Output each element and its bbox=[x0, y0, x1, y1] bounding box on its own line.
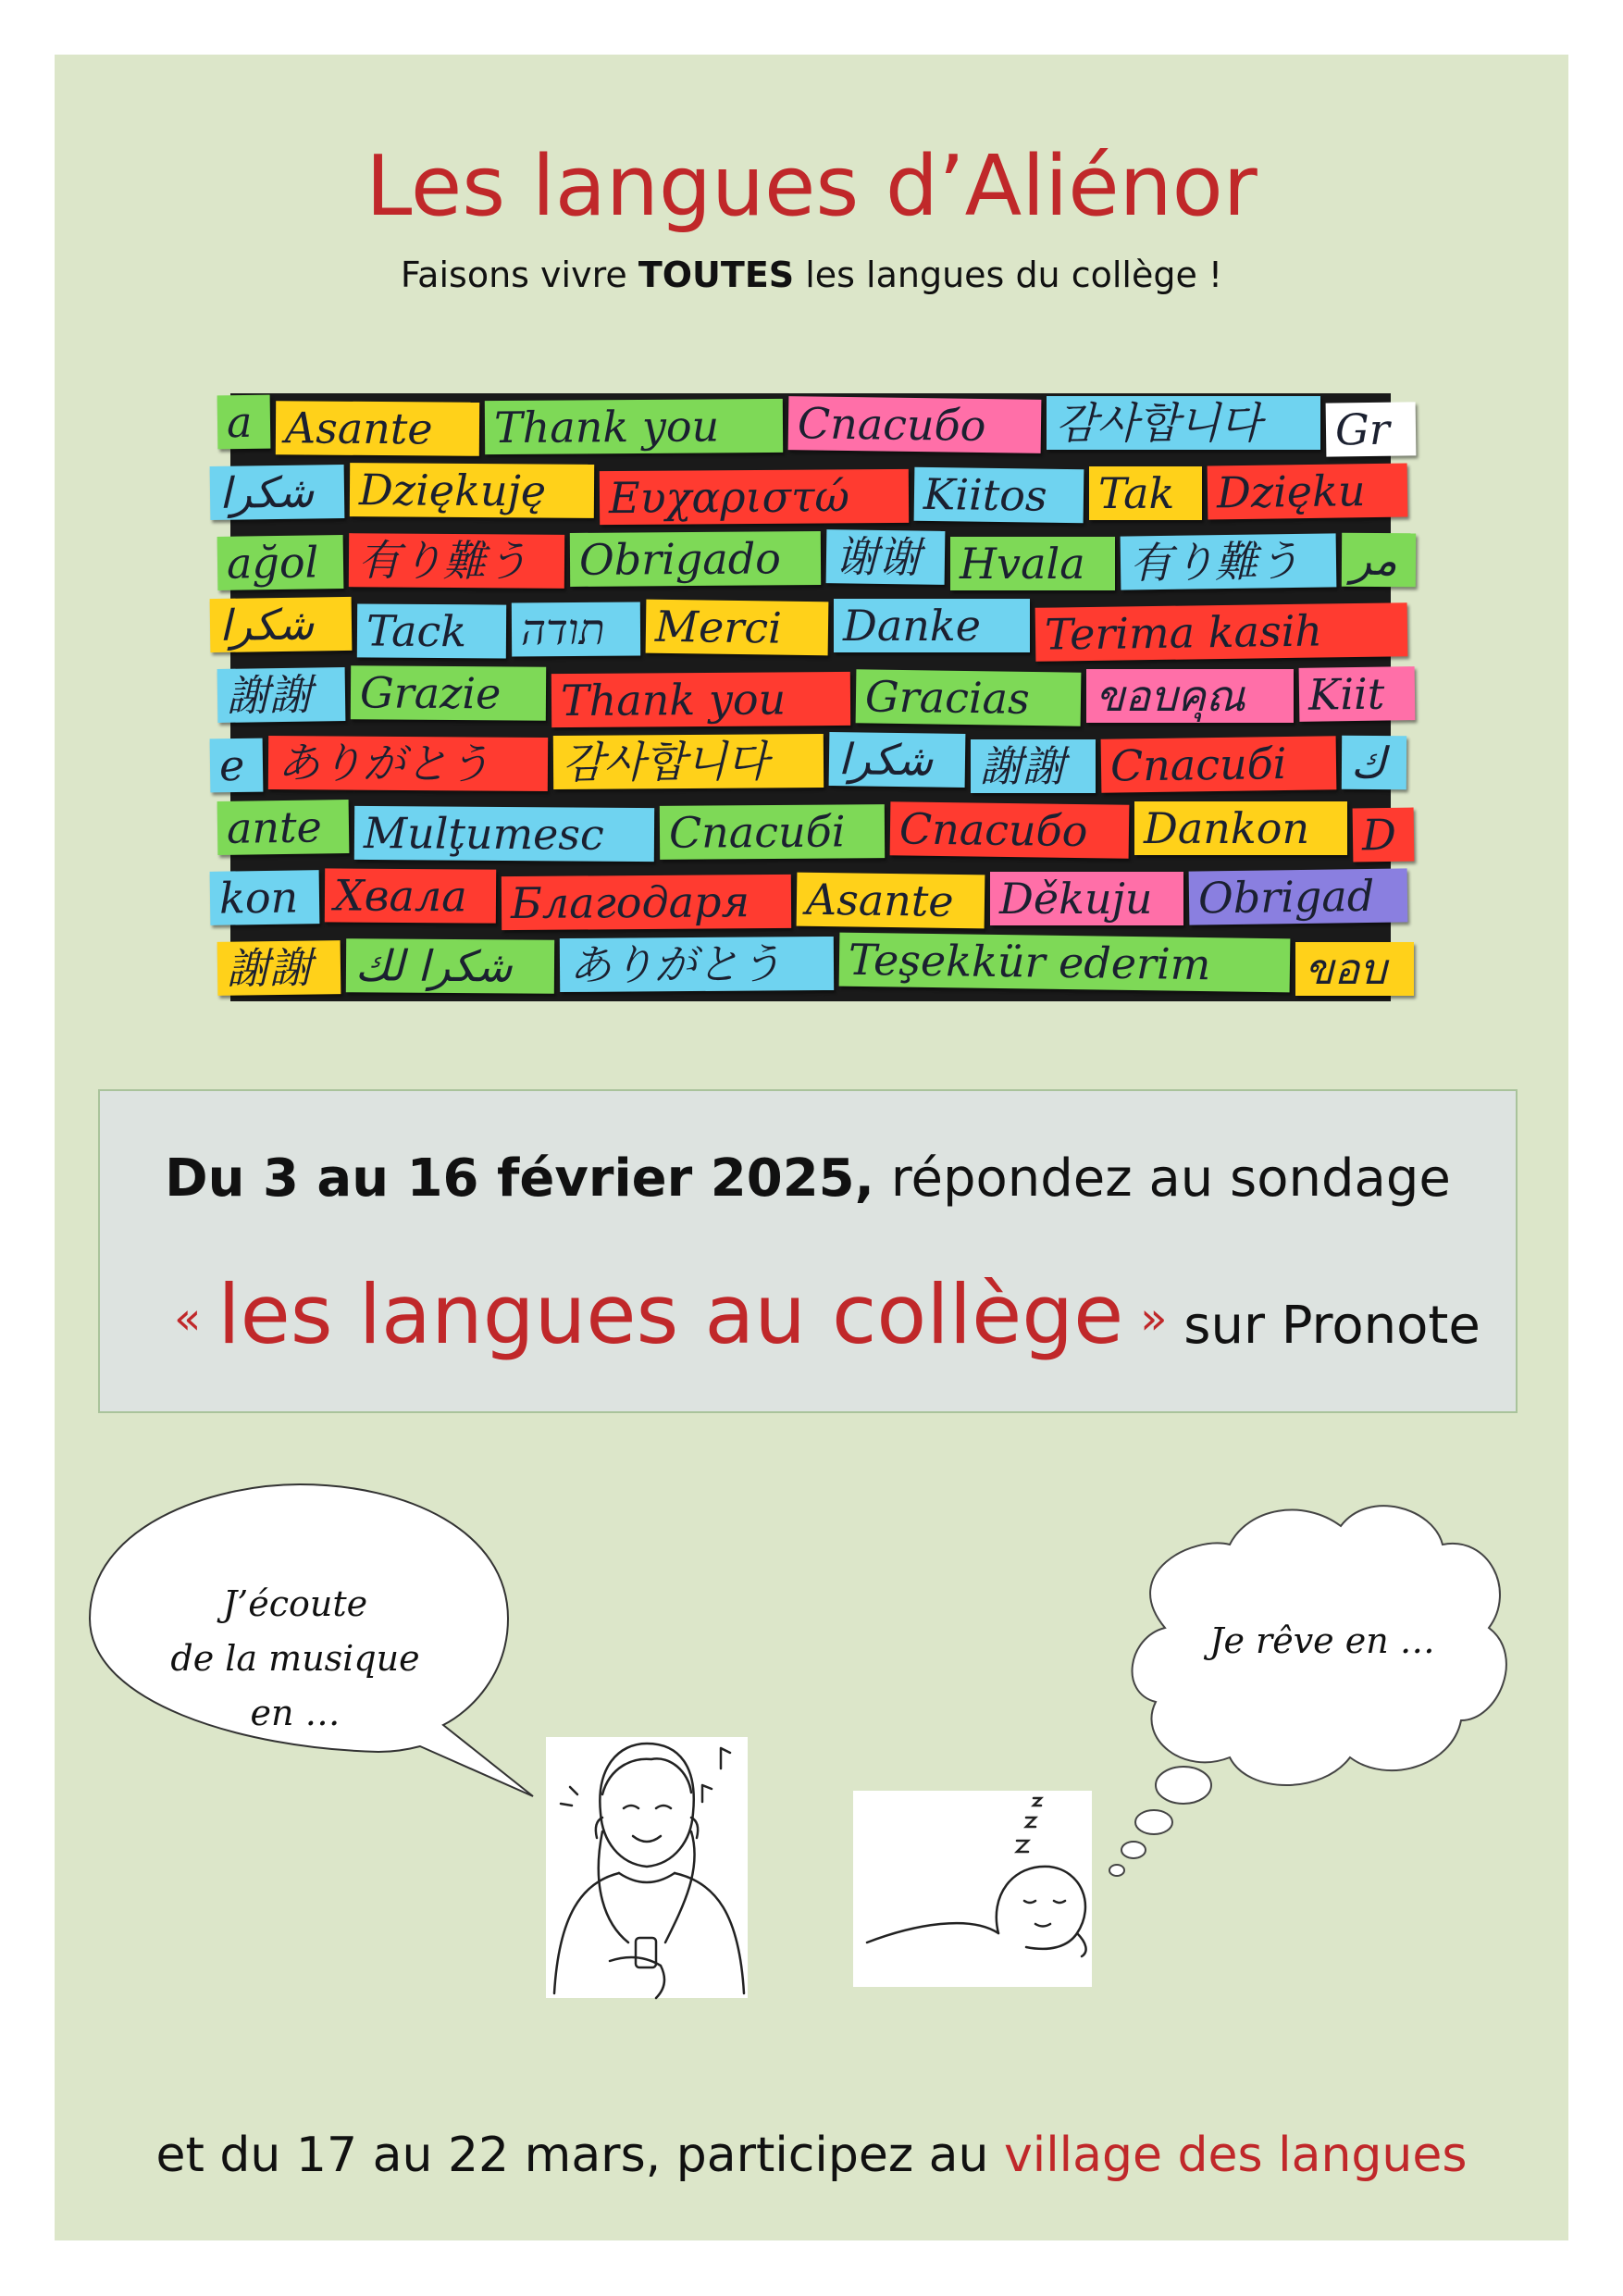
subtitle-after: les langues du collège ! bbox=[794, 254, 1223, 295]
collage-word-tag: Cnacuбi bbox=[660, 804, 885, 860]
page-title: Les langues d’Aliénor bbox=[365, 138, 1258, 235]
collage-word-tag: Obrigad bbox=[1189, 868, 1408, 925]
collage-word-tag: Dziękuję bbox=[350, 463, 594, 518]
survey-name: les langues au collège bbox=[217, 1267, 1124, 1362]
collage-word-tag: شكرا bbox=[210, 597, 353, 652]
speech-line-3: en … bbox=[250, 1692, 341, 1733]
survey-text: répondez au sondage bbox=[873, 1148, 1451, 1209]
collage-word-tag: kon bbox=[210, 870, 320, 925]
collage-word-tag: Teşekkür ederim bbox=[839, 933, 1291, 993]
collage-word-tag: 감사합니다 bbox=[1047, 396, 1320, 450]
collage-word-tag: ante bbox=[217, 800, 350, 855]
survey-dates: Du 3 au 16 février 2025, bbox=[165, 1148, 874, 1209]
collage-word-tag: Gr bbox=[1326, 402, 1417, 456]
collage-word-tag: شكرا bbox=[210, 465, 345, 520]
subtitle-bold: TOUTES bbox=[638, 254, 795, 295]
collage-word-tag: Danke bbox=[834, 599, 1030, 652]
collage-word-tag: 谢谢 bbox=[826, 529, 946, 585]
collage-word-tag: Tack bbox=[357, 603, 506, 658]
speech-line-1: J’écoute bbox=[222, 1583, 368, 1624]
village-des-langues-link: village des langues bbox=[1004, 2128, 1468, 2183]
collage-word-tag: Спасибо bbox=[890, 801, 1130, 859]
poster-background bbox=[55, 55, 1568, 2240]
collage-word-tag: Kiit bbox=[1299, 666, 1416, 722]
collage-word-tag: ขอบ bbox=[1295, 942, 1414, 996]
collage-word-tag: Спасибо bbox=[788, 396, 1042, 453]
collage-word-tag: Хвала bbox=[325, 868, 496, 923]
collage-word-tag: Cnacuбi bbox=[1101, 736, 1337, 793]
collage-word-tag: Terima kasih bbox=[1035, 602, 1408, 662]
collage-word-tag: Thank you bbox=[485, 399, 783, 454]
collage-word-tag: ありがとう bbox=[268, 736, 548, 791]
collage-word-tag: ağol bbox=[217, 535, 344, 590]
collage-word-tag: a bbox=[217, 395, 271, 450]
collage-word-tag: Hvala bbox=[950, 537, 1115, 590]
collage-word-tag: 謝謝 bbox=[217, 940, 341, 996]
illustrations bbox=[55, 55, 1568, 2240]
collage-word-tag: شكرا bbox=[829, 732, 966, 788]
collage-word-tag: 有り難う bbox=[1121, 533, 1337, 590]
footer-text: et du 17 au 22 mars, participez au bbox=[155, 2128, 1005, 2183]
collage-word-tag: Grazie bbox=[351, 665, 546, 720]
collage-word-tag: Mulţumesc bbox=[354, 806, 654, 862]
collage-word-tag: Kiitos bbox=[914, 467, 1084, 524]
collage-word-tag: Gracias bbox=[856, 669, 1082, 726]
collage-word-tag: Dzięku bbox=[1208, 463, 1408, 519]
collage-word-tag: e bbox=[210, 738, 264, 793]
thought-bubble-text: Je rêve en … bbox=[1209, 1620, 1435, 1661]
speech-bubble-text bbox=[156, 1577, 434, 1741]
collage-word-tag: Děkuju bbox=[990, 872, 1183, 925]
collage-word-tag: 감사합니다 bbox=[553, 734, 824, 789]
person-sleeping-drawing bbox=[853, 1791, 1092, 1987]
collage-word-tag: شكرا لك bbox=[346, 938, 554, 994]
collage-word-tag: Благодаря bbox=[502, 875, 791, 930]
speech-line-2: de la musique bbox=[170, 1637, 420, 1679]
collage-word-tag: ك bbox=[1342, 736, 1406, 789]
collage-word-tag: 有り難う bbox=[349, 533, 564, 589]
collage-word-tag: Asante bbox=[276, 401, 479, 456]
quote-close: » bbox=[1140, 1293, 1168, 1345]
collage-word-tag: 謝謝 bbox=[217, 667, 346, 723]
collage-word-tag: Ευχαριστώ bbox=[600, 469, 909, 525]
quote-open: « bbox=[174, 1293, 202, 1345]
collage-word-tag: Thank you bbox=[551, 672, 850, 727]
person-listening-music-drawing bbox=[546, 1737, 748, 1998]
subtitle-before: Faisons vivre bbox=[400, 254, 638, 295]
footer-announcement bbox=[55, 2128, 1568, 2183]
collage-word-tag: Obrigado bbox=[570, 531, 821, 587]
collage-word-tag: Asante bbox=[797, 873, 985, 929]
collage-word-tag: Tak bbox=[1089, 466, 1202, 520]
collage-word-tag: D bbox=[1353, 808, 1415, 863]
collage-word-tag: תודה bbox=[512, 602, 640, 657]
thought-bubble bbox=[1109, 1506, 1506, 1876]
collage-word-tag: مر bbox=[1342, 533, 1416, 588]
survey-platform: sur Pronote bbox=[1183, 1296, 1481, 1356]
collage-word-tag: ขอบคุณ bbox=[1086, 669, 1294, 723]
collage-word-tag: 謝謝 bbox=[971, 739, 1096, 793]
collage-word-tag: ありがとう bbox=[560, 937, 834, 992]
collage-word-tag: Merci bbox=[646, 600, 829, 656]
collage-word-tag: Dankon bbox=[1134, 801, 1347, 855]
